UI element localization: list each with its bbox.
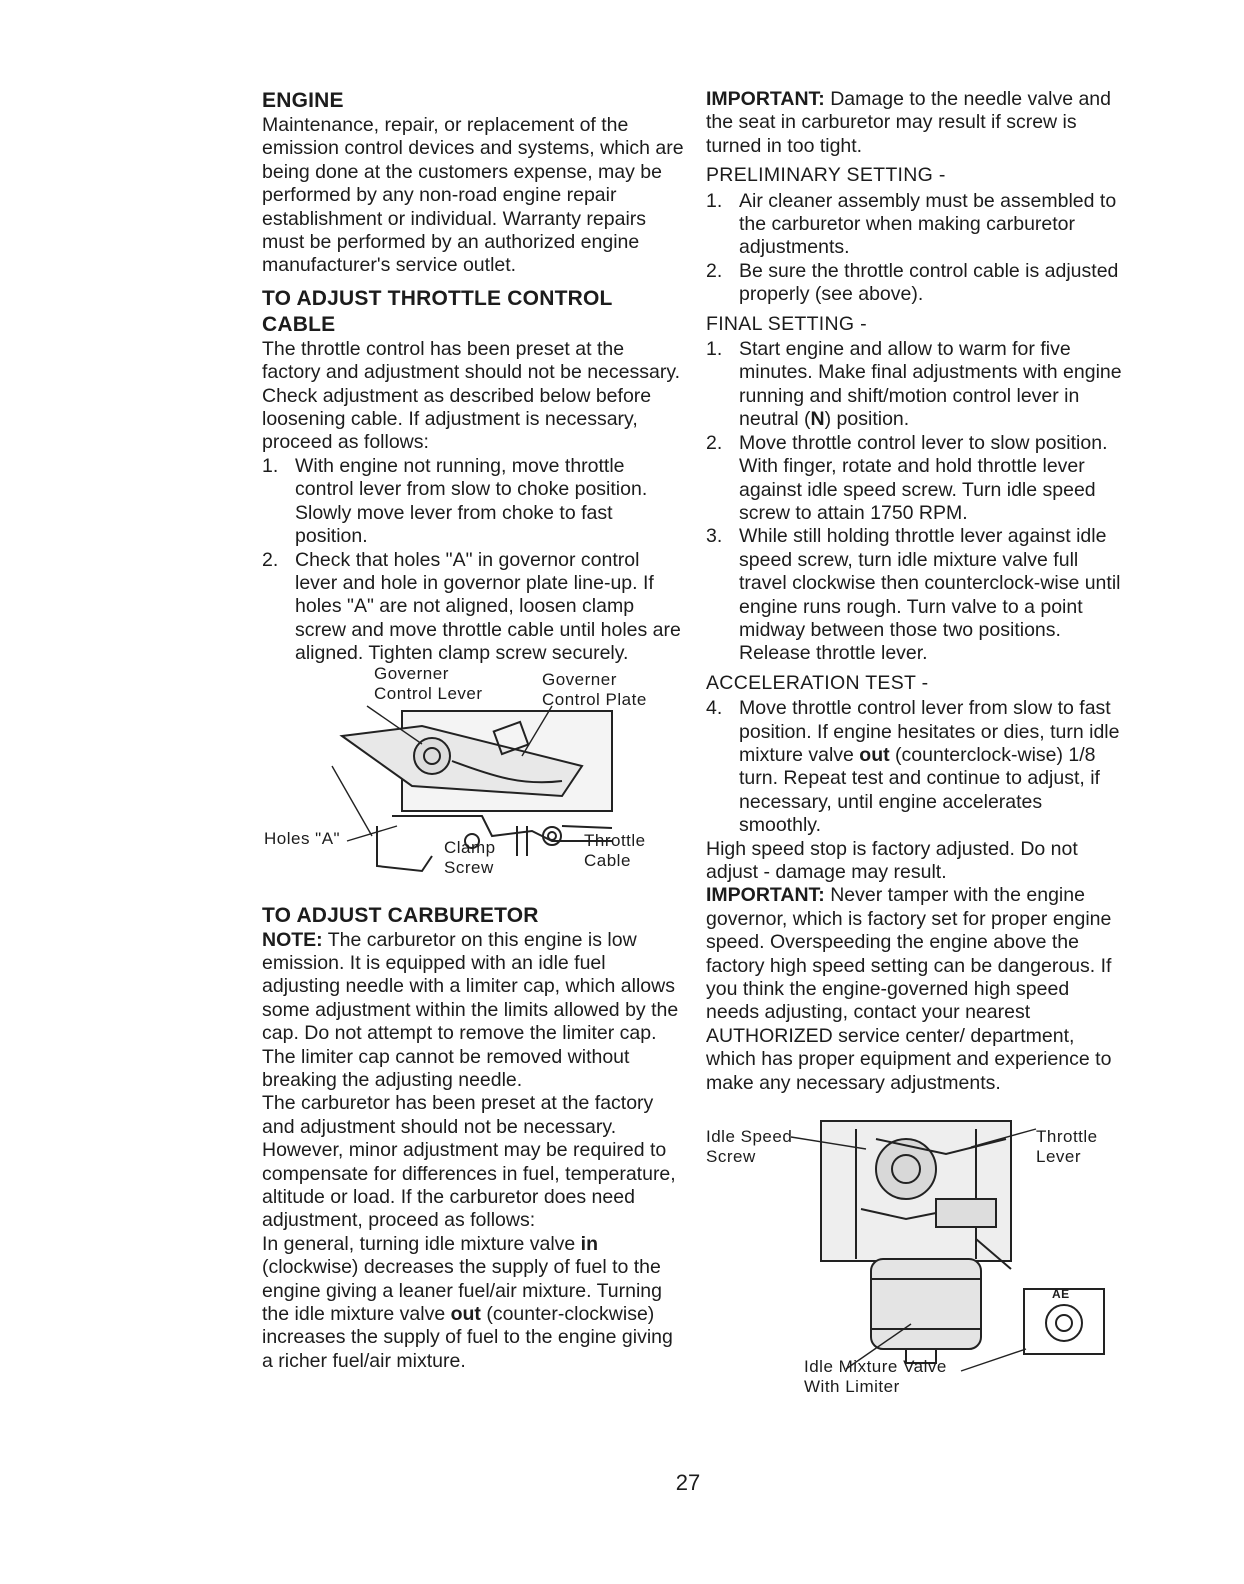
important-note-1: IMPORTANT: Damage to the needle valve and the seat in carburetor may result if screw is turned in too tight. <box>706 88 1111 157</box>
idle-speed-screw-label: Idle Speed Screw <box>706 1127 793 1167</box>
right-column <box>706 88 1126 1399</box>
list-item: 4. Move throttle control lever from slow to fast position. If engine hesitates or dies, turn idle mixture valve out (counterclock-wise) 1/8 turn. Repeat test and continue to adjust, if necessary, until engine accelerates smoothly. <box>706 697 1120 837</box>
acceleration-heading: ACCELERATION TEST - <box>706 671 929 694</box>
governor-lever-label: Governer Control Lever <box>374 663 483 703</box>
carburetor-note: NOTE: The carburetor on this engine is low emission. It is equipped with an idle fuel adjusting needle with a limiter cap, which allows some adjustment within the limits allowed by the cap. Do not attempt to remove the limiter cap. The limiter cap cannot be removed without breaking the adjusting needle. <box>262 928 679 1091</box>
engine-heading: ENGINE <box>262 89 344 112</box>
carburetor-figure <box>706 1109 1126 1399</box>
governor-figure <box>262 663 684 891</box>
final-heading: FINAL SETTING - <box>706 312 867 335</box>
idle-mixture-valve-label: Idle Mixture Valve With Limiter <box>804 1357 947 1397</box>
left-column <box>262 88 684 1373</box>
list-item: 1. With engine not running, move throttle control lever from slow to choke position. Slowly move lever from choke to fast position. <box>262 454 648 548</box>
carburetor-para2: The carburetor has been preset at the factory and adjustment should not be necessary. However, minor adjustment may be required to compensate for differences in fuel, temperature, altitude or load. If the carburetor does need adjustment, proceed as follows: <box>262 1092 676 1232</box>
list-item: 1. Air cleaner assembly must be assembled to the carburetor when making carburetor adjustments. <box>706 189 1117 259</box>
preliminary-heading: PRELIMINARY SETTING - <box>706 164 946 187</box>
preliminary-steps <box>706 190 1126 307</box>
clamp-screw-label: Clamp Screw <box>444 837 496 877</box>
acceleration-steps <box>706 697 1126 837</box>
engine-text: Maintenance, repair, or replacement of the emission control devices and systems, which are being done at the customers expense, may be performed by any non-road engine repair establishment or individual. Warranty repairs must be performed by an authorized engine manufacturer's service outlet. <box>262 114 684 277</box>
throttle-heading: TO ADJUST THROTTLE CONTROL CABLE <box>262 286 613 336</box>
ae-badge: AE <box>1052 1287 1070 1302</box>
throttle-cable-label: Throttle Cable <box>584 830 646 870</box>
important-note-2: IMPORTANT: Never tamper with the engine governor, which is factory set for proper engine speed. Overspeeding the engine above the factory high speed setting can be dangerous. If you think the engine-governed high speed needs adjusting, contact your nearest AUTHORIZED service center/ department, which has proper equipment and experience to make any necessary adjustments. <box>706 884 1112 1094</box>
throttle-intro: The throttle control has been preset at the factory and adjustment should not be necessary. Check adjustment as described below before loosening cable. If adjustment is necessary, proceed as follows: <box>262 337 681 454</box>
governor-plate-label: Governer Control Plate <box>542 669 647 709</box>
list-item: 3. While still holding throttle lever against idle speed screw, turn idle mixture valve full travel clockwise then counterclock-wise until engine runs rough. Turn valve to a point midway between those two positions. Release throttle lever. <box>706 525 1121 665</box>
throttle-steps <box>262 455 684 666</box>
carburetor-heading: TO ADJUST CARBURETOR <box>262 903 539 927</box>
list-item: 2. Check that holes "A" in governor control lever and hole in governor plate line-up. If holes "A" are not aligned, loosen clamp screw and move throttle cable until holes are aligned. Tighten clamp screw securely. <box>262 548 681 665</box>
list-item: 1. Start engine and allow to warm for five minutes. Make final adjustments with engine running and shift/motion control lever in neutral (N) position. <box>706 338 1122 431</box>
carburetor-para3: In general, turning idle mixture valve in (clockwise) decreases the supply of fuel to the engine giving a leaner fuel/air mixture. Turning the idle mixture valve out (counter-clockwise) increases the supply of fuel to the engine giving a richer fuel/air mixture. <box>262 1232 673 1372</box>
high-speed-note: High speed stop is factory adjusted. Do not adjust - damage may result. <box>706 837 1078 883</box>
list-item: 2. Move throttle control lever to slow position. With finger, rotate and hold throttle lever against idle speed screw. Turn idle speed screw to attain 1750 RPM. <box>706 431 1108 524</box>
page-number: 27 <box>675 1470 701 1495</box>
list-item: 2. Be sure the throttle control cable is adjusted properly (see above). <box>706 259 1119 306</box>
final-steps <box>706 338 1126 666</box>
holes-label: Holes "A" <box>264 828 341 848</box>
throttle-lever-label: Throttle Lever <box>1036 1127 1098 1167</box>
